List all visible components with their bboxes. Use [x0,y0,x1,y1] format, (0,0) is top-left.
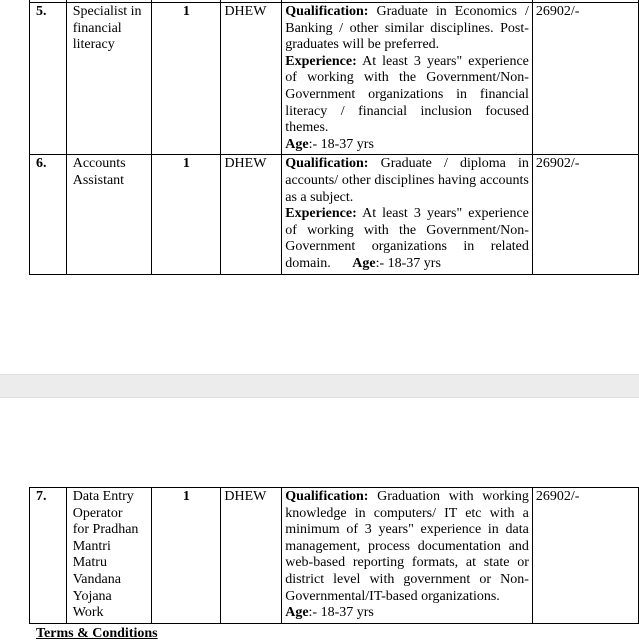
age-label: Age [285,605,309,621]
post-name: Data Entry Operator for Pradhan Mantri Matru Vandana Yojana Work [66,488,152,624]
table-row [30,488,639,624]
experience-label: Experience: [285,206,357,222]
post-count: 1 [152,155,221,274]
serial-number: 6. [30,155,67,274]
age-label: Age [352,255,376,271]
qualification-cell [282,3,533,155]
qualification-cell [282,488,533,624]
qualification-cell [282,155,533,274]
post-count: 1 [152,488,221,624]
experience-text: At least 3 years" experience of working with the Government/Non-Government organizations in related domain. [285,206,529,271]
salary: 26902/- [532,3,638,155]
age-text: :- 18-37 yrs [308,136,374,152]
department: DHEW [221,155,282,274]
post-name: Specialist in financial literacy [66,3,152,155]
experience-label: Experience: [285,53,357,69]
qualification-text: Graduation with working knowledge in computers/ IT etc with a minimum of 3 years" experience in data management, process documentation and web-based reporting formats, at state or district level with government or Non-Governmental/IT-based organizations. [285,489,529,604]
post-name: Accounts Assistant [66,155,152,274]
document-page-bottom [0,398,639,641]
salary: 26902/- [532,155,638,274]
vacancy-table-bottom [29,487,639,624]
table-row [30,3,639,155]
serial-number: 7. [30,488,67,624]
age-label: Age [285,136,309,152]
experience-text: At least 3 years" experience of working with the Government/Non-Government organizations in financial literacy / financial inclusion focused themes. [285,53,529,136]
department: DHEW [221,3,282,155]
vacancy-table-top [29,0,639,275]
salary: 26902/- [532,488,638,624]
terms-heading: Terms & Conditions [36,626,158,641]
qualification-text: Graduate in Economics / Banking / other similar disciplines. Post-graduates will be preferred. [285,4,529,53]
age-text: :- 18-37 yrs [308,605,374,621]
page-separator [0,374,639,398]
department: DHEW [221,488,282,624]
age-text: :- 18-37 yrs [375,255,441,271]
table-row [30,155,639,274]
qualification-label: Qualification: [285,489,369,504]
post-count: 1 [152,3,221,155]
qualification-text: Graduate / diploma in accounts/ other disciplines having accounts as a subject. [285,156,529,205]
qualification-label: Qualification: [285,156,369,172]
qualification-label: Qualification: [285,4,369,19]
serial-number: 5. [30,3,67,155]
